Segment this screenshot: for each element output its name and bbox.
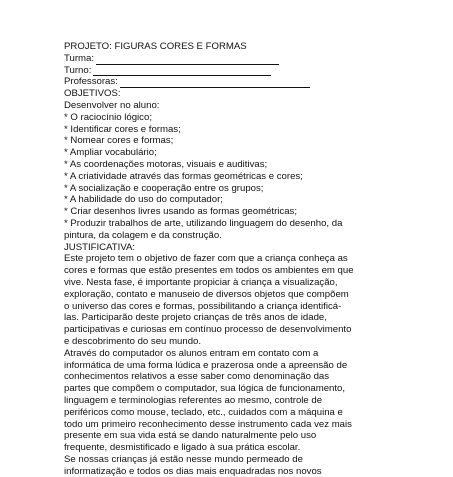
- document-page: [64, 41, 404, 477]
- field-turno: [64, 65, 404, 77]
- justification-line: Através do computador os alunos entram em contato com a: [64, 347, 319, 359]
- field-label-turno: Turno:: [64, 64, 92, 76]
- field-professoras: [64, 76, 404, 88]
- justification-line: exploração, contato e manuseio de diversos objetos que compõem: [64, 288, 349, 300]
- objective-item: * Produzir trabalhos de arte, utilizando linguagem do desenho, da: [64, 217, 343, 229]
- justification-line: o universo das cores e formas, possibilitando a criança identificá-: [64, 300, 342, 312]
- objective-item: * Nomear cores e formas;: [64, 135, 174, 147]
- objective-item: pintura, da colagem e da construção.: [64, 229, 222, 241]
- objectives-heading: OBJETIVOS:: [64, 88, 121, 100]
- objective-item: * A habilidade do uso do computador;: [64, 194, 223, 206]
- justification-line: periféricos como mouse, teclado, etc., cuidados com a máquina e: [64, 406, 343, 418]
- field-label-turma: Turma:: [64, 52, 95, 64]
- justification-line: conhecimentos relativos a esse saber como denominação das: [64, 371, 330, 383]
- justification-line: cores e formas que estão presentes em todos os ambientes em que: [64, 265, 354, 277]
- justification-line: informática de uma forma lúdica e prazerosa onde a apreensão de: [64, 359, 348, 371]
- field-blank-turno: [93, 66, 271, 76]
- field-blank-turma: [96, 55, 279, 65]
- justification-line: partes que compõem o computador, sua lógica de funcionamento,: [64, 383, 346, 395]
- field-turma: [64, 53, 404, 65]
- justification-line: las. Participarão deste projeto crianças de três anos de idade,: [64, 312, 327, 324]
- justification-heading: JUSTIFICATIVA:: [64, 241, 136, 253]
- objective-item: * As coordenações motoras, visuais e auditivas;: [64, 158, 268, 170]
- objective-item: * A socialização e cooperação entre os grupos;: [64, 182, 264, 194]
- objective-item: * Ampliar vocabulário;: [64, 147, 157, 159]
- document-title: PROJETO: FIGURAS CORES E FORMAS: [64, 41, 247, 52]
- justification-line: informatização e todos os dias mais enquadradas nos novos: [64, 465, 322, 477]
- justification-line: Este projeto tem o objetivo de fazer com que a criança conheça as: [64, 253, 348, 265]
- justification-line: frequente, desmistificado e ligado à sua prática escolar.: [64, 442, 301, 454]
- field-label-professoras: Professoras:: [64, 76, 118, 88]
- objectives-list: [64, 112, 404, 242]
- objective-item: * Identificar cores e formas;: [64, 123, 181, 135]
- justification-line: presente em sua vida está se dando naturalmente pelo uso: [64, 430, 317, 442]
- justification-line: todo um primeiro reconhecimento desse instrumento cada vez mais: [64, 418, 352, 430]
- objective-item: * O raciocínio lógico;: [64, 111, 152, 123]
- justification-line: e descobrimento do seu mundo.: [64, 335, 202, 347]
- objectives-intro: Desenvolver no aluno:: [64, 99, 160, 111]
- objective-item: * Criar desenhos livres usando as formas geométricas;: [64, 206, 298, 218]
- justification-line: linguagem e terminologias referentes ao mesmo, controle de: [64, 394, 323, 406]
- justification-line: vive. Nesta fase, é importante propiciar à criança a visualização,: [64, 276, 338, 288]
- field-blank-professoras: [120, 78, 310, 88]
- justification-line: participativas e curiosas em contínuo processo de desenvolvimento: [64, 324, 352, 336]
- justification-line: Se nossas crianças já estão nesse mundo permeado de: [64, 453, 303, 465]
- objective-item: * A criatividade através das formas geométricas e cores;: [64, 170, 303, 182]
- justification-body: [64, 253, 404, 477]
